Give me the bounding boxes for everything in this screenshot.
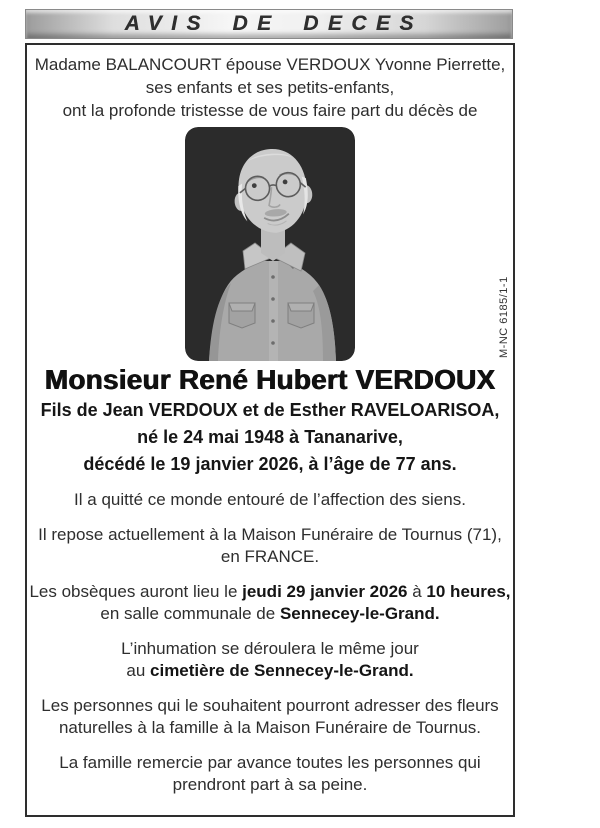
inhumation-paragraph <box>27 638 513 682</box>
flowers-paragraph <box>27 695 513 739</box>
inhumation-line-2 <box>27 660 513 682</box>
repose-paragraph <box>27 524 513 568</box>
thanks-paragraph <box>27 752 513 796</box>
deceased-name: Monsieur René Hubert VERDOUX <box>44 364 496 395</box>
obsequies-line-2 <box>27 603 513 625</box>
obsequies-date: jeudi 29 janvier 2026 <box>242 582 408 601</box>
repose-line-1: Il repose actuellement à la Maison Funéraire de Tournus (71), <box>38 525 502 544</box>
deceased-filiation: Fils de Jean VERDOUX et de Esther RAVELOARISOA, <box>40 400 500 420</box>
flowers-line-2: naturelles à la famille à la Maison Funéraire de Tournus. <box>58 718 482 737</box>
banner <box>25 9 513 39</box>
obsequies-time: 10 heures, <box>426 582 511 601</box>
intro-paragraph <box>27 53 513 122</box>
thanks-line-1: La famille remercie par avance toutes les personnes qui <box>59 753 481 772</box>
farewell-line: Il a quitté ce monde entouré de l’affection des siens. <box>74 490 466 509</box>
inhumation-line-1: L’inhumation se déroulera le même jour <box>121 639 419 658</box>
portrait-illustration <box>185 127 355 361</box>
inhumation-place: cimetière de Sennecey-le-Grand. <box>150 661 414 680</box>
inhumation-line2-prefix: au <box>126 661 151 680</box>
repose-line-2: en FRANCE. <box>220 547 320 566</box>
deceased-portrait-photo <box>185 127 355 361</box>
intro-line-2: ses enfants et ses petits-enfants, <box>145 78 395 97</box>
intro-line-1: Madame BALANCOURT épouse VERDOUX Yvonne Pierrette, <box>34 55 506 74</box>
farewell-paragraph <box>27 489 513 511</box>
obsequies-paragraph <box>27 581 513 625</box>
flowers-line-1: Les personnes qui le souhaitent pourront adresser des fleurs <box>41 696 499 715</box>
obsequies-prefix: Les obsèques auront lieu le <box>29 582 243 601</box>
obsequies-line-1 <box>27 581 513 603</box>
obsequies-mid: à <box>407 582 427 601</box>
deceased-death: décédé le 19 janvier 2026, à l’âge de 77 ans. <box>83 454 457 474</box>
obsequies-line2-prefix: en salle communale de <box>100 604 280 623</box>
banner-title: AVIS DE DECES <box>124 12 423 35</box>
obsequies-place: Sennecey-le-Grand. <box>279 604 440 623</box>
reference-code: M-NC 6185/1-1 <box>498 276 510 358</box>
intro-line-3: ont la profonde tristesse de vous faire part du décès de <box>62 101 478 120</box>
deceased-birth: né le 24 mai 1948 à Tananarive, <box>137 427 403 447</box>
death-notice-box <box>25 43 515 817</box>
thanks-line-2: prendront part à sa peine. <box>172 775 368 794</box>
